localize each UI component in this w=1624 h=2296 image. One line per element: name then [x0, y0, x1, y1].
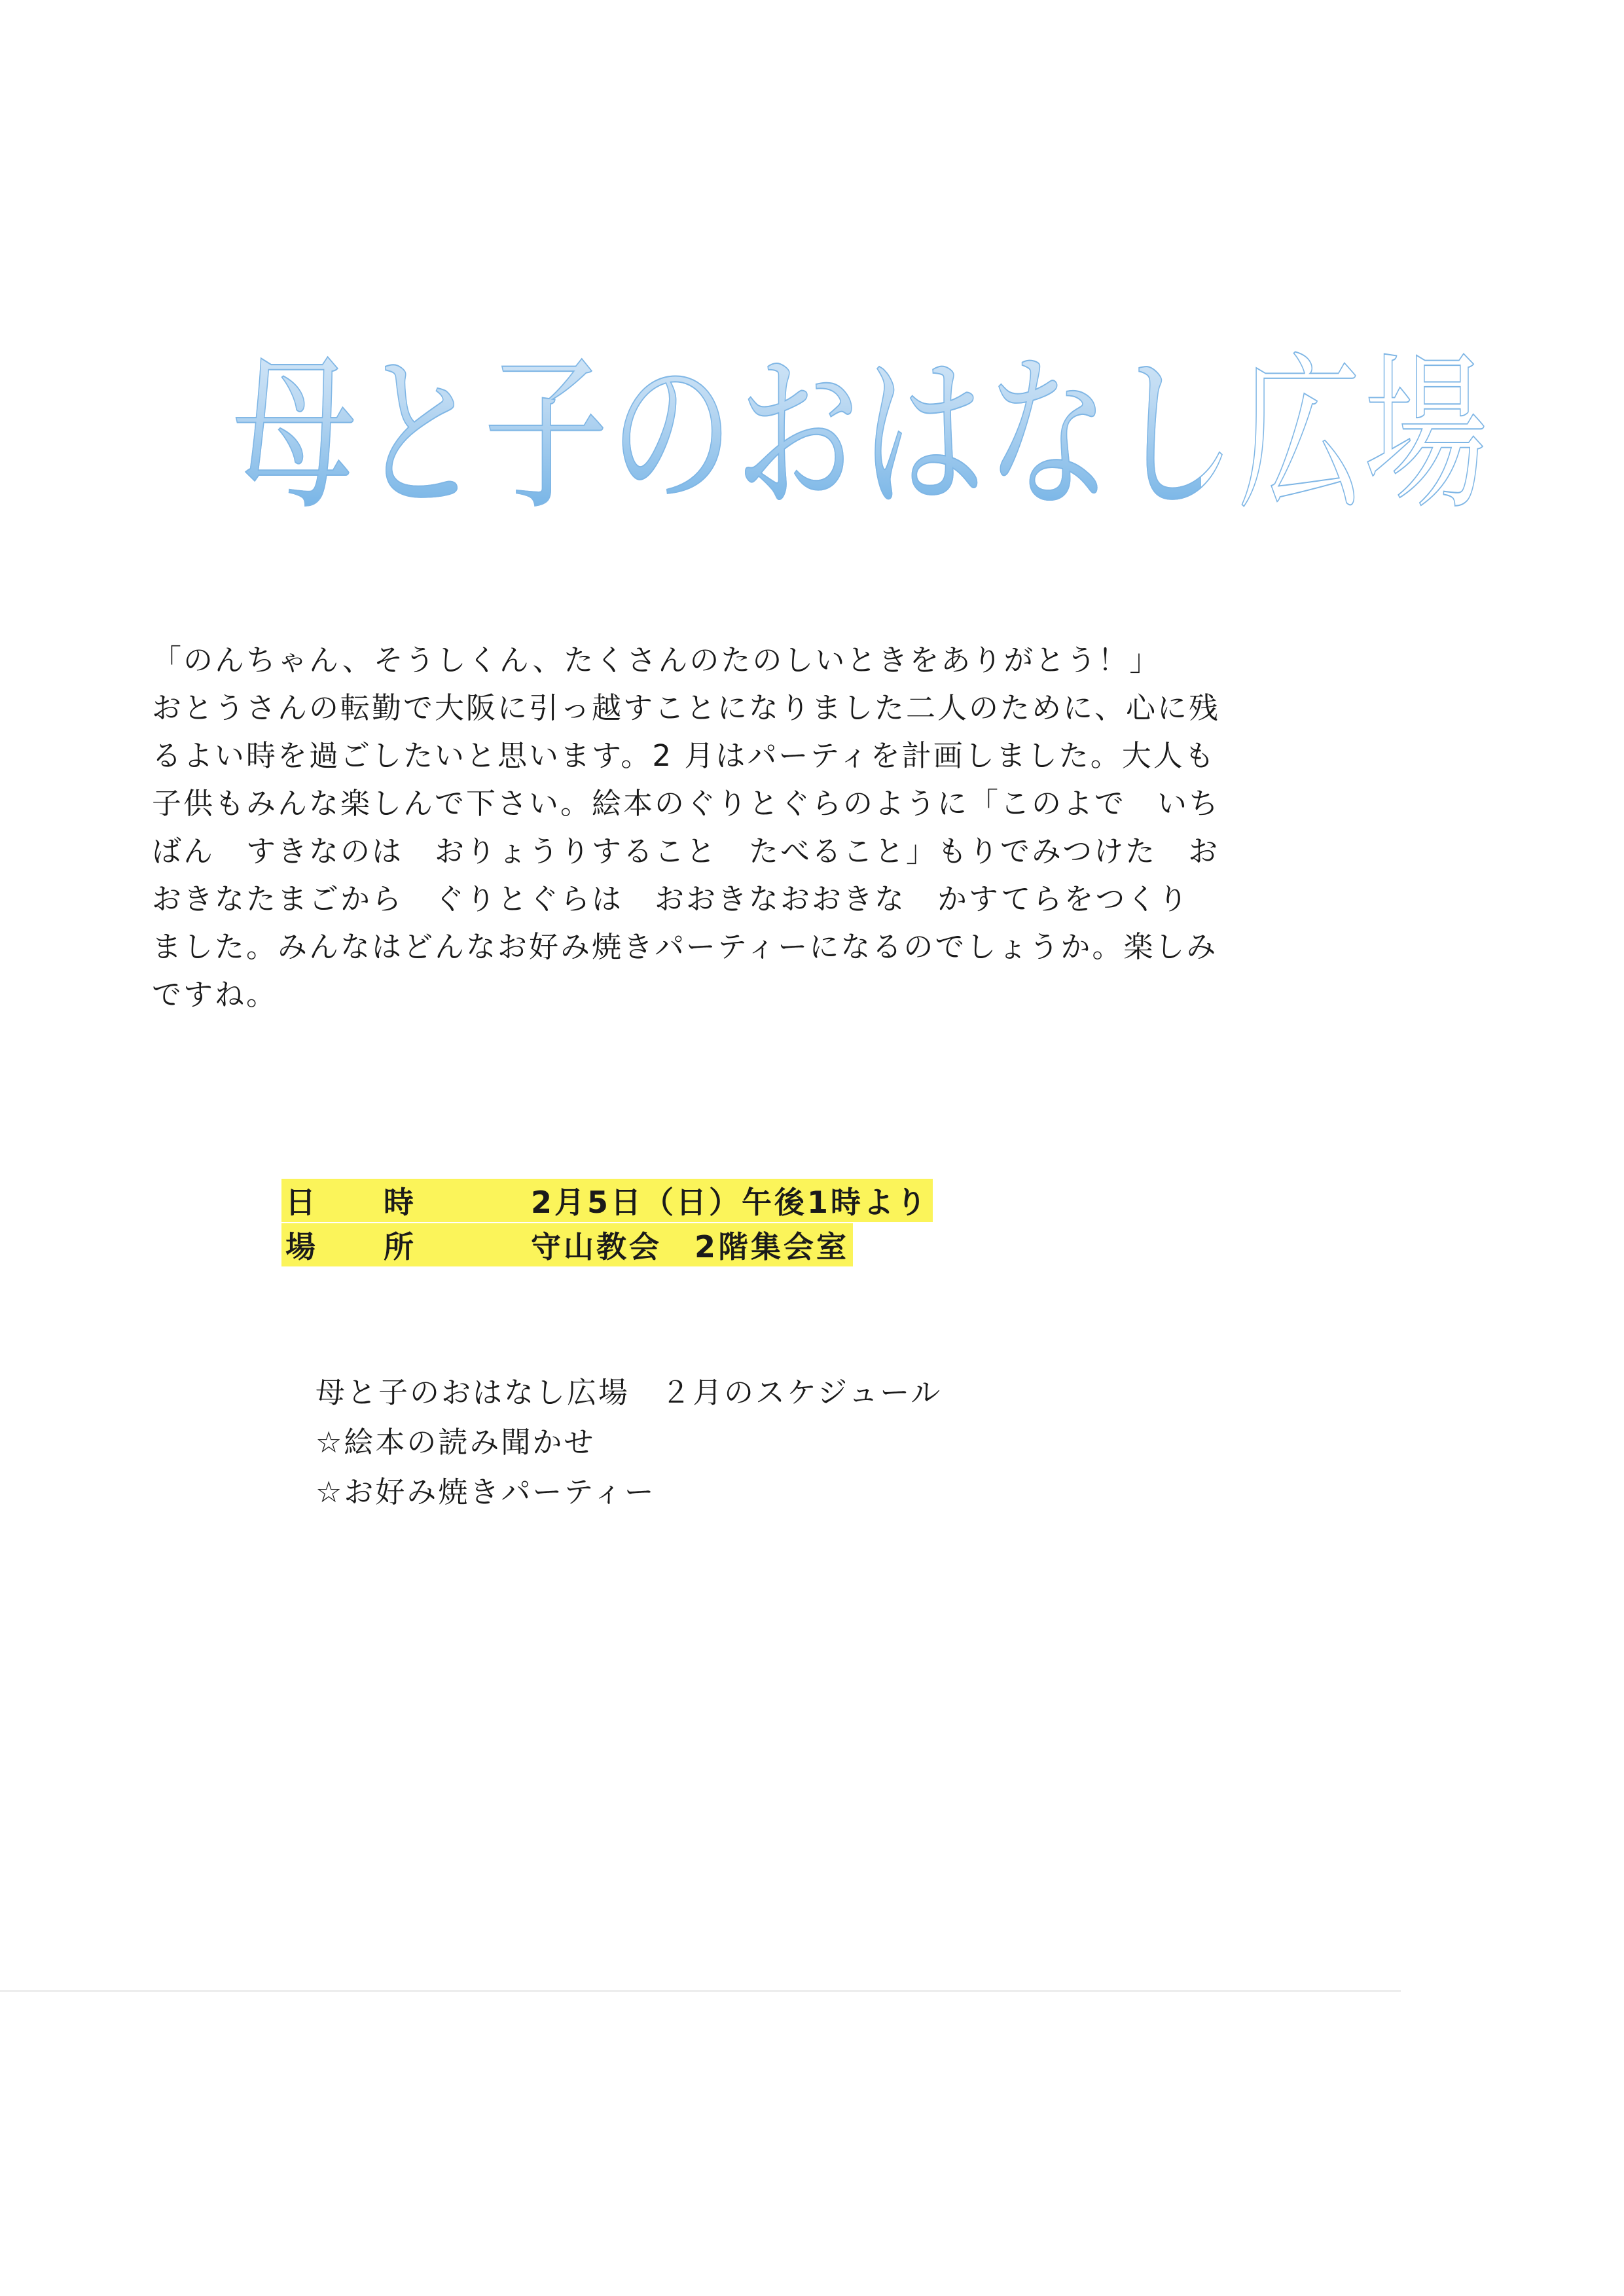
schedule-item: ☆絵本の読み聞かせ: [316, 1425, 596, 1460]
intro-line: ですね。: [152, 977, 278, 1012]
intro-line: るよい時を過ごしたいと思います。2 月はパーティを計画しました。大人も: [152, 738, 1216, 773]
intro-line: おとうさんの転勤で大阪に引っ越すことになりました二人のために、心に残: [152, 691, 1221, 725]
schedule-item: ☆お好み焼きパーティー: [316, 1475, 656, 1509]
place-highlight: [281, 1223, 853, 1266]
schedule-heading: 母と子のおはなし広場 ２月のスケジュール: [316, 1375, 943, 1410]
intro-line: ばん すきなのは おりょうりすること たべること」もりでみつけた お: [152, 834, 1220, 869]
date-value: 2月5日（日）午後1時より: [531, 1185, 929, 1220]
place-row: [281, 1223, 933, 1267]
event-info: [281, 1178, 933, 1267]
date-highlight: [281, 1179, 933, 1222]
place-label: 場 所: [285, 1229, 416, 1265]
scan-divider: [0, 1990, 1401, 1992]
intro-paragraph: [152, 636, 1284, 1018]
intro-line: 子供もみんな楽しんで下さい。絵本のぐりとぐらのように「このよで いち: [152, 786, 1221, 821]
intro-line: 「のんちゃん、そうしくん、たくさんのたのしいときをありがとう！」: [152, 643, 1161, 677]
page-title: 母と子のおはなし広場: [232, 294, 1201, 577]
intro-line: おきなたまごから ぐりとぐらは おおきなおおきな かすてらをつくり: [152, 882, 1190, 916]
schedule: [316, 1368, 942, 1517]
date-label: 日 時: [285, 1185, 416, 1220]
place-value: 守山教会 2階集会室: [531, 1229, 850, 1265]
date-row: [281, 1178, 933, 1223]
intro-line: ました。みんなはどんなお好み焼きパーティーになるのでしょうか。楽しみ: [152, 929, 1218, 964]
